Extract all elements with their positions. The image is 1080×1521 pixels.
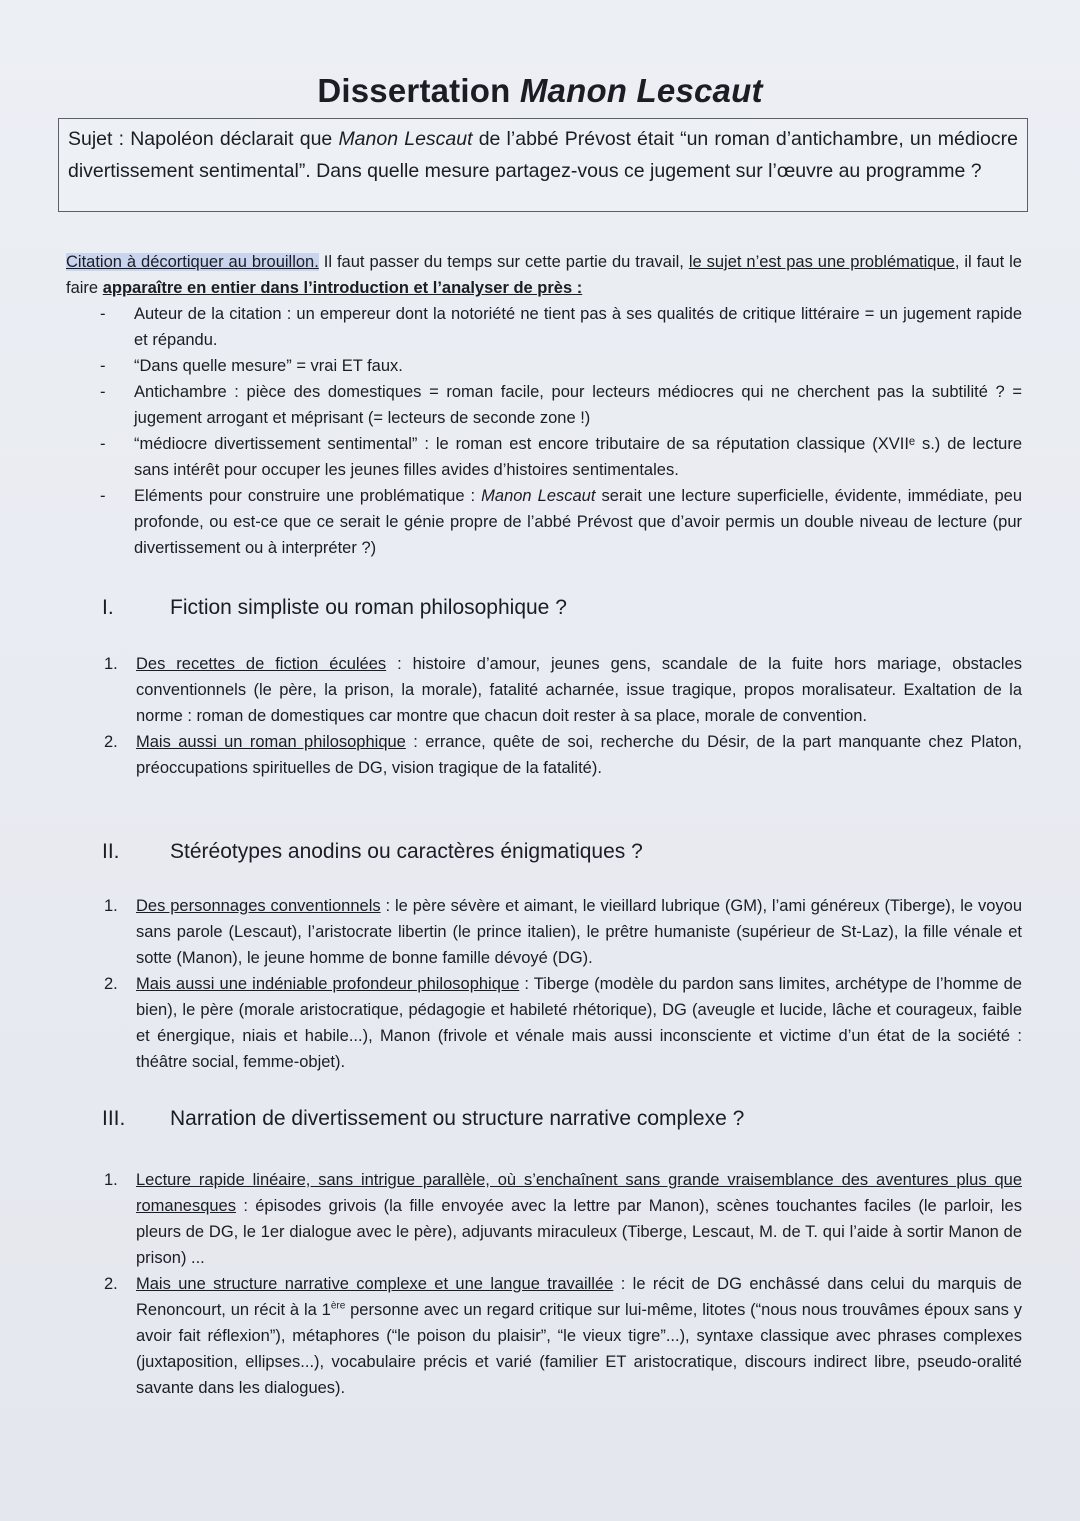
bullet-text: Eléments pour construire une problématique :: [134, 487, 482, 505]
item-number: 2.: [104, 1275, 118, 1293]
list-item: [104, 1167, 1022, 1271]
bullet-text: serait une lecture superficielle, évidente, immédiate, peu profonde, ou est-ce que ce serait le génie propre de l’abbé Prévost que d’avoir permis un double niveau de lecture (pur divertissement ou à interpréter ?): [134, 487, 1022, 557]
item-number: 1.: [104, 655, 118, 673]
intro-paragraph: [66, 249, 1022, 301]
list-item: [104, 893, 1023, 971]
title-italic: Manon Lescaut: [519, 72, 763, 109]
intro-text: Il faut passer du temps sur cette partie du travail,: [318, 253, 689, 271]
intro-section: [66, 249, 1022, 561]
part-items: [66, 1167, 1022, 1401]
part-number: II.: [102, 840, 120, 863]
title-main: Dissertation: [317, 72, 520, 109]
part-items: [66, 651, 1022, 781]
item-underline: Mais aussi un roman philosophique: [136, 733, 406, 751]
item-underline: Mais une structure narrative complexe et une langue travaillée: [136, 1275, 614, 1293]
intro-highlight: Citation à décortiquer au brouillon.: [66, 253, 319, 271]
list-item: [104, 1271, 1022, 1401]
item-text: : errance, quête de soi, recherche du Désir, de la part manquante chez Platon, préoccupations spirituelles de DG, vision tragique de la fatalité).: [136, 733, 1022, 777]
list-item: [104, 651, 1022, 729]
item-text: : épisodes grivois (la fille envoyée avec la lettre par Manon), scènes touchantes faciles (le parloir, les pleurs de DG, le 1er dialogue avec le père), adjuvants miraculeux (Tiberge, Lescaut, M. de T. qui l’aide à sortir Manon de prison) ...: [136, 1197, 1022, 1267]
item-text: : histoire d’amour, jeunes gens, scandale de la fuite hors mariage, obstacles conventionnels (le père, la prison, la morale), fatalité acharnée, issue tragique, propos moralisateur. Exaltation de la norme : roman de domestiques car montre que chacun doit rester à sa place, morale de convention.: [136, 655, 1022, 725]
list-item: [134, 483, 1022, 561]
list-item: - Antichambre : pièce des domestiques = roman facile, pour lecteurs médiocres qui ne cherchent pas la subtilité ? = jugement arrogant et méprisant (= lecteurs de seconde zone !): [134, 379, 1022, 431]
intro-bold: apparaître en entier dans l’introduction et l’analyser de près :: [102, 279, 583, 297]
item-text: : Tiberge (modèle du pardon sans limites, archétype de l’homme de bien), le père (morale aristocratique, pédagogie et habileté rhétorique), DG (aveugle et lucide, lâche et courageux, faible et énergique, niais et habile...), Manon (frivole et vénale mais aussi inconsciente et victime d’un état de la société : théâtre social, femme-objet).: [136, 975, 1022, 1071]
item-number: 2.: [104, 733, 118, 751]
part-item-list: [66, 651, 1022, 781]
list-item: [104, 971, 1022, 1075]
item-number: 1.: [104, 1171, 118, 1189]
bullet-italic: Manon Lescaut: [481, 487, 596, 505]
item-number: 1.: [104, 897, 118, 915]
sujet-italic: Manon Lescaut: [338, 128, 473, 150]
item-number: 2.: [104, 975, 118, 993]
page-title: [0, 72, 1080, 110]
list-item: - “médiocre divertissement sentimental” : le roman est encore tributaire de sa réputation classique (XVIIᵉ s.) de lecture sans intérêt pour occuper les jeunes filles avides d’histoires sentimentales.: [134, 431, 1022, 483]
part-item-list: [66, 1167, 1022, 1401]
item-text: personne avec un regard critique sur lui-même, litotes (“nous nous trouvâmes époux sans y avoir fait réflexion”), métaphores (“le poison du plaisir”, “le vieux tigre”...), syntaxe classique avec phrases complexes (juxtaposition, ellipses...), vocabulaire précis et varié (familier ET aristocratique, discours indirect libre, pseudo-oralité savante dans les dialogues).: [136, 1301, 1022, 1397]
part-number: I.: [102, 596, 114, 619]
item-text: : le père sévère et aimant, le vieillard lubrique (GM), l’ami généreux (Tiberge), le voyou sans parole (Lescaut), l’aristocrate libertin (le prince italien), le prêtre humaniste (supérieur de St-Laz), la fille vénale et sotte (Manon), le jeune homme de bonne famille dévoyé (DG).: [136, 897, 1023, 967]
sujet-prefix: Sujet : Napoléon déclarait que: [68, 128, 339, 150]
part-heading: [102, 594, 567, 622]
part-items: [66, 893, 1022, 1075]
part-title: Narration de divertissement ou structure narrative complexe ?: [170, 1107, 745, 1130]
item-underline: Des personnages conventionnels: [136, 897, 381, 915]
item-underline: Mais aussi une indéniable profondeur philosophique: [136, 975, 520, 993]
list-item: - Auteur de la citation : un empereur dont la notoriété ne tient pas à ses qualités de critique littéraire = un jugement rapide et répandu.: [134, 301, 1022, 353]
part-heading: [102, 1105, 744, 1133]
part-title: Stéréotypes anodins ou caractères énigmatiques ?: [170, 840, 643, 863]
sujet-box: [58, 118, 1028, 212]
item-text: : le récit de DG enchâssé dans celui du marquis de Renoncourt, un récit à la 1: [136, 1275, 1022, 1319]
list-item: [104, 729, 1022, 781]
part-number: III.: [102, 1107, 126, 1130]
sujet-text: de l’abbé Prévost était “un roman d’antichambre, un médiocre divertissement sentimental”. Dans quelle mesure partagez-vous ce jugement sur l’œuvre au programme ?: [68, 128, 1018, 182]
item-underline: Lecture rapide linéaire, sans intrigue parallèle, où s’enchaînent sans grande vraisemblance des aventures plus que romanesques: [136, 1171, 1022, 1215]
list-item: - “Dans quelle mesure” = vrai ET faux.: [134, 353, 1022, 379]
part-heading: [102, 838, 643, 866]
part-title: Fiction simpliste ou roman philosophique ?: [170, 596, 567, 619]
intro-bullet-list: [66, 301, 1022, 561]
superscript: ère: [330, 1300, 346, 1312]
intro-underline: le sujet n’est pas une problématique: [688, 253, 955, 271]
item-underline: Des recettes de fiction éculées: [136, 655, 387, 673]
intro-text-2: , il faut le faire: [66, 253, 1022, 297]
part-item-list: [66, 893, 1022, 1075]
